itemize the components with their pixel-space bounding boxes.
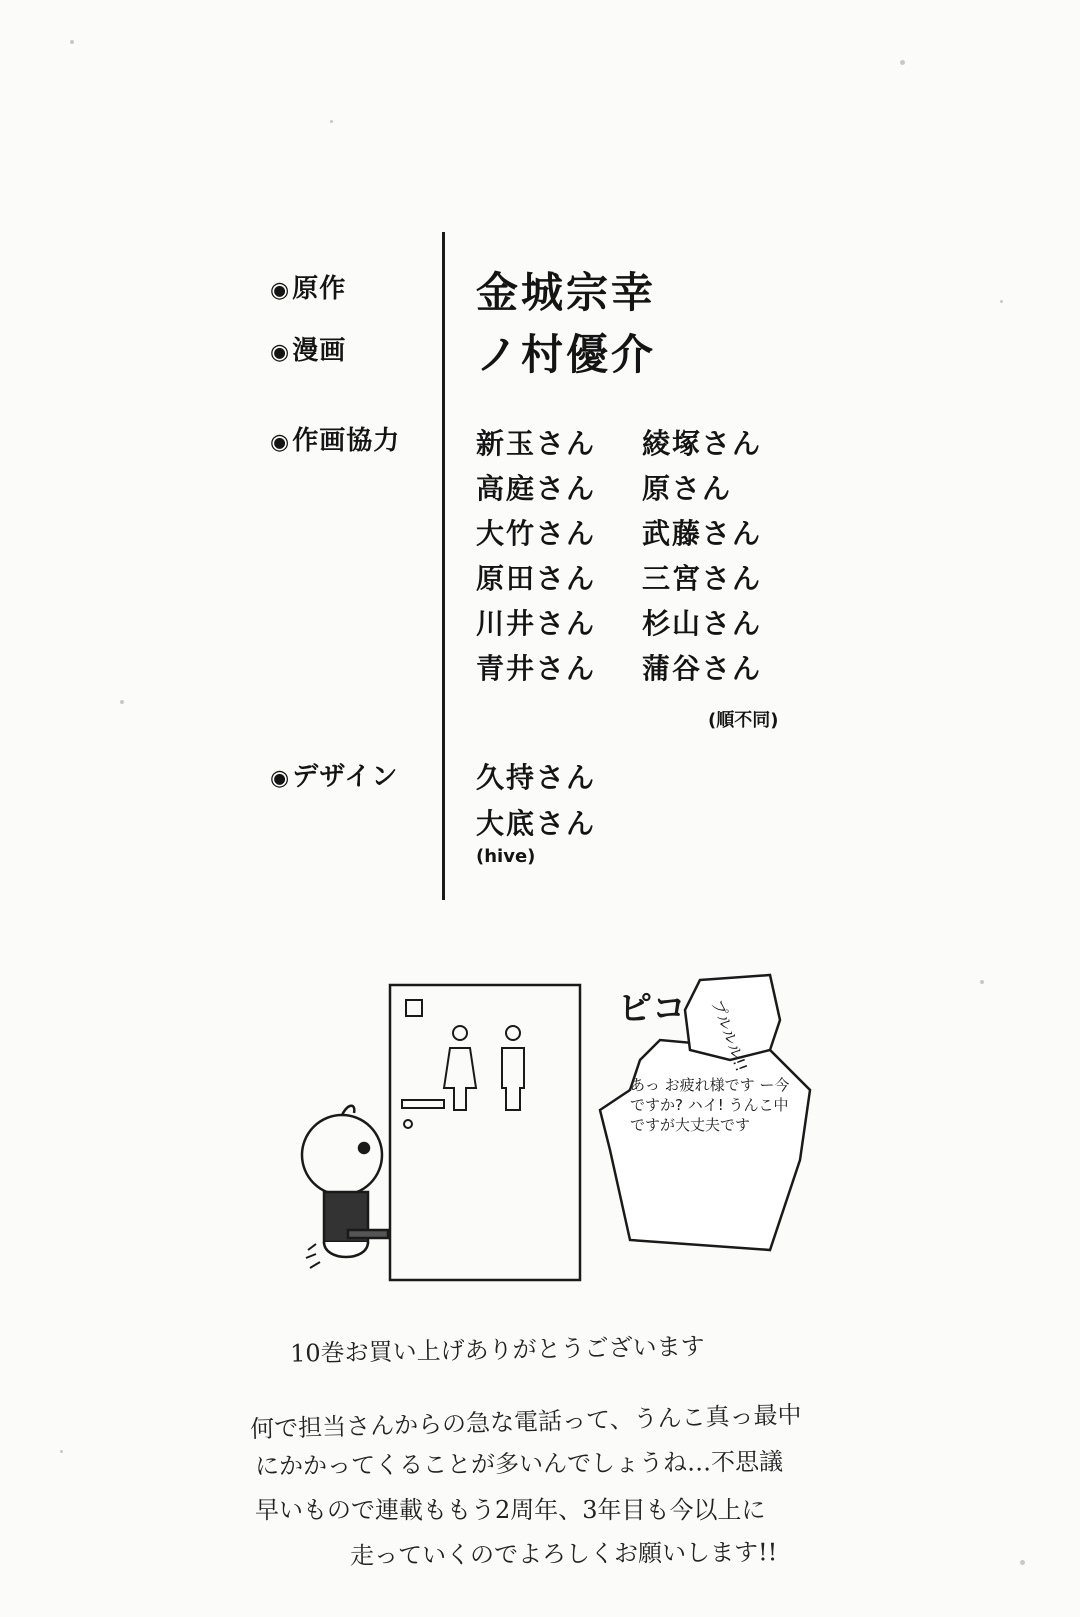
assistant-name: 青井さん [476, 652, 597, 685]
paper-speck [60, 1450, 63, 1453]
original-author: 金城宗幸 [476, 268, 657, 317]
message-line: 走っていくのでよろしくお願いします!! [349, 1538, 778, 1570]
design-label: ◉デザイン [270, 762, 399, 792]
assistant-name: 三宮さん [642, 562, 763, 595]
bullet-icon: ◉ [270, 430, 291, 455]
design-company: (hive) [476, 846, 536, 867]
sfx-ring: プルルル!! [707, 996, 752, 1075]
bullet-icon: ◉ [270, 340, 291, 365]
speech-text: あっ お疲れ様です ー今ですか? ハイ! うんこ中ですが大丈夫です [630, 1076, 790, 1134]
bullet-icon: ◉ [270, 278, 291, 303]
toddler-figure [302, 1106, 388, 1268]
message-line: にかかってくることが多いんでしょうね…不思議 [254, 1447, 784, 1481]
assist-label: ◉作画協力 [270, 426, 401, 456]
credits-divider [442, 232, 445, 900]
assistant-name: 原田さん [476, 562, 597, 595]
order-note: (順不同) [708, 710, 779, 731]
designer-name: 大底さん [476, 807, 597, 840]
assistant-name: 大竹さん [476, 517, 597, 550]
paper-speck [1020, 1560, 1025, 1565]
paper-speck [980, 980, 984, 984]
assistant-name: 川井さん [476, 607, 597, 640]
assistant-name: 武藤さん [642, 517, 763, 550]
restroom-door [390, 985, 580, 1280]
assistant-name: 蒲谷さん [642, 652, 763, 685]
message-line: 何で担当さんからの急な電話って、うんこ真っ最中 [249, 1400, 802, 1444]
message-line: 早いもので連載ももう2周年、3年目も今以上に [255, 1496, 766, 1524]
assistant-name: 新玉さん [476, 427, 597, 460]
assistant-name: 綾塚さん [642, 427, 763, 460]
bullet-icon: ◉ [270, 766, 291, 791]
message-thanks: 10巻お買い上げありがとうございます [289, 1332, 705, 1368]
assistant-name: 原さん [642, 472, 733, 505]
assistant-name: 高庭さん [476, 472, 597, 505]
manga-artist: ノ村優介 [476, 330, 657, 379]
restroom-sign-icon [444, 1026, 524, 1110]
assistant-name: 杉山さん [642, 607, 763, 640]
manga-label: ◉漫画 [270, 336, 347, 366]
designer-name: 久持さん [476, 761, 597, 794]
original-label: ◉原作 [270, 274, 347, 304]
restroom-phone-illustration [300, 960, 820, 1300]
speech-text-box [630, 1075, 790, 1235]
sfx-beep: ピコ [618, 989, 686, 1029]
